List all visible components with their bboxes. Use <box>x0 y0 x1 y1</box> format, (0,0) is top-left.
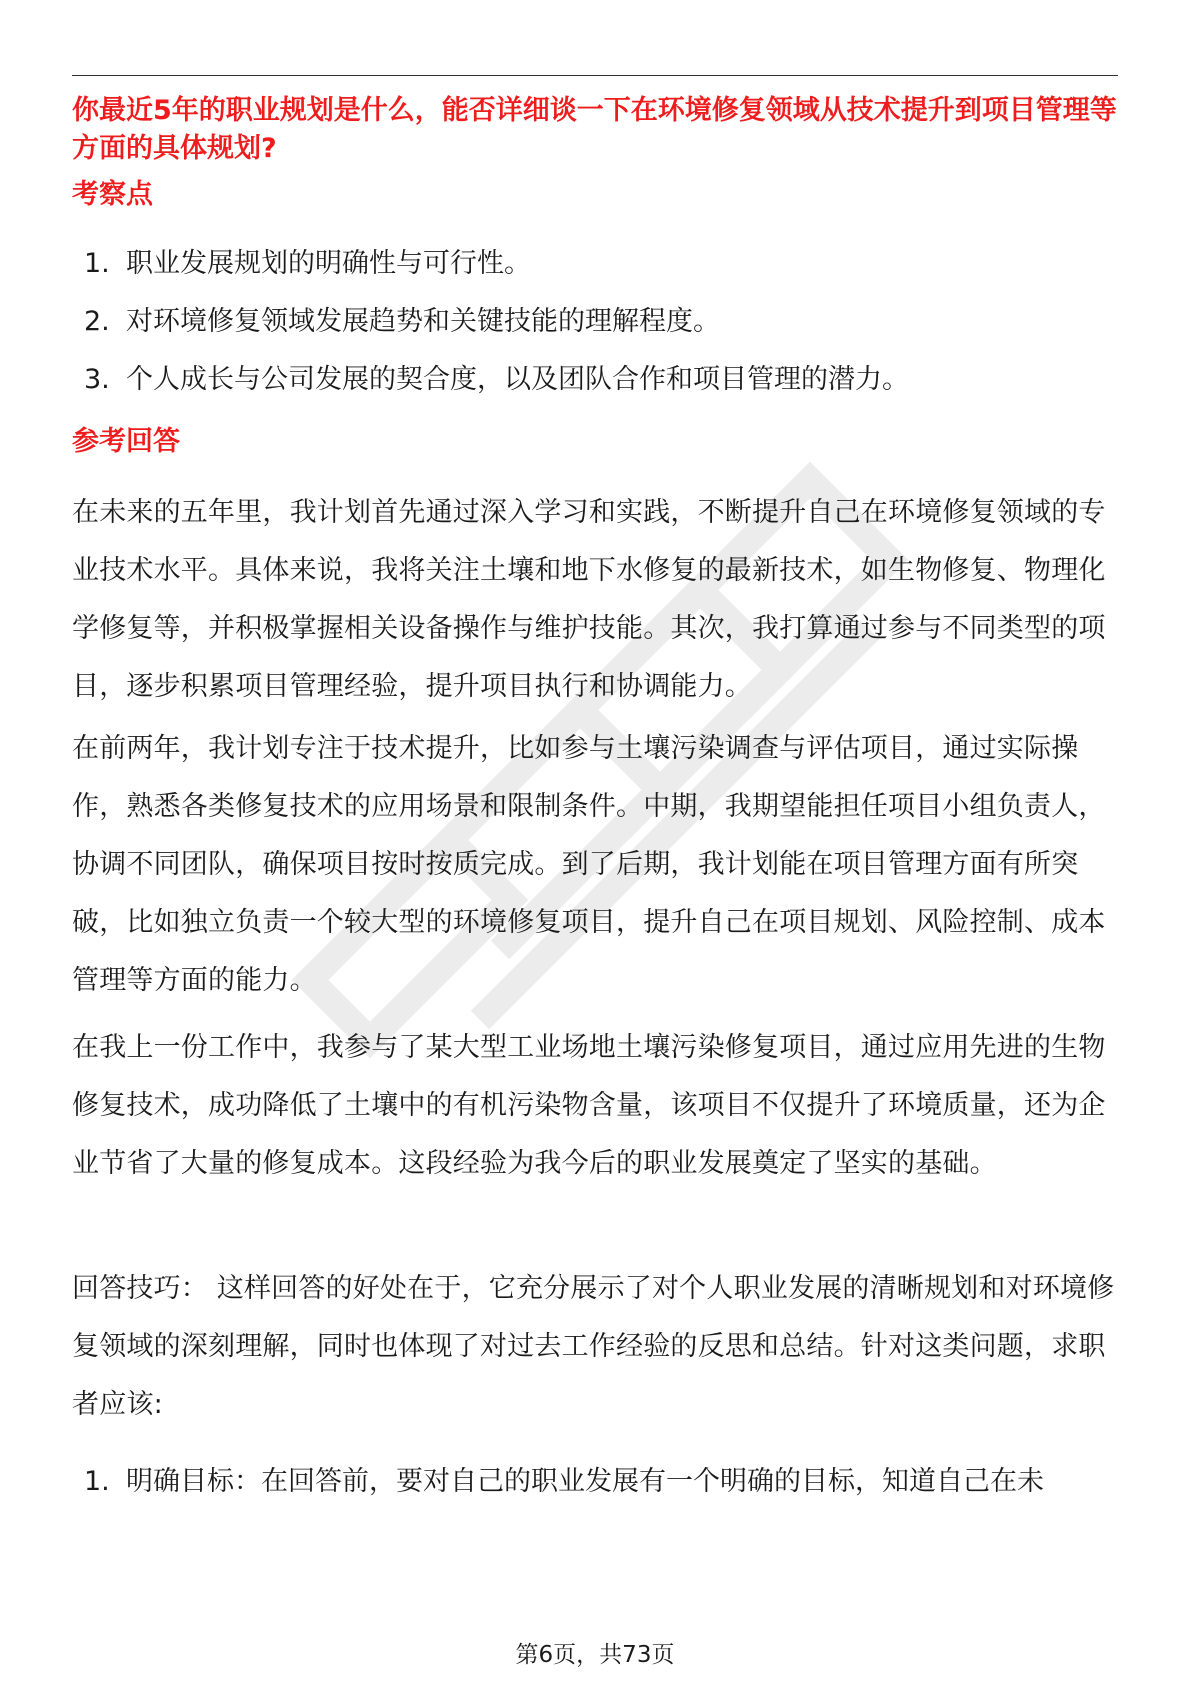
list-number: 3. <box>84 364 110 395</box>
list-number: 1. <box>84 1466 110 1497</box>
list-number: 2. <box>84 306 110 337</box>
list-text: 明确目标：在回答前，要对自己的职业发展有一个明确的目标，知道自己在未 <box>126 1466 1044 1497</box>
list-item <box>84 246 1124 282</box>
list-item <box>84 304 1124 340</box>
answer-paragraph: 在我上一份工作中，我参与了某大型工业场地土壤污染修复项目，通过应用先进的生物修复技术，成功降低了土壤中的有机污染物含量，该项目不仅提升了环境质量，还为企业节省了大量的修复成本。这段经验为我今后的职业发展奠定了坚实的基础。 <box>72 1032 1106 1179</box>
answer-paragraph: 在未来的五年里，我计划首先通过深入学习和实践，不断提升自己在环境修复领域的专业技术水平。具体来说，我将关注土壤和地下水修复的最新技术，如生物修复、物理化学修复等，并积极掌握相关设备操作与维护技能。其次，我打算通过参与不同类型的项目，逐步积累项目管理经验，提升项目执行和协调能力。 <box>72 497 1106 702</box>
header-rule <box>72 75 1118 76</box>
page-number: 第6页，共73页 <box>515 1642 675 1668</box>
question-title: 你最近5年的职业规划是什么，能否详细谈一下在环境修复领域从技术提升到项目管理等方面的具体规划? <box>72 95 1117 164</box>
focus-list <box>84 246 1124 420</box>
list-item <box>84 1464 1124 1500</box>
list-text: 对环境修复领域发展趋势和关键技能的理解程度。 <box>126 306 720 337</box>
list-text: 职业发展规划的明确性与可行性。 <box>126 248 531 279</box>
list-number: 1. <box>84 248 110 279</box>
answer-heading: 参考回答 <box>72 426 180 457</box>
list-text: 个人成长与公司发展的契合度，以及团队合作和项目管理的潜力。 <box>126 364 909 395</box>
tips-list <box>84 1464 1124 1522</box>
answer-paragraph: 在前两年，我计划专注于技术提升，比如参与土壤污染调查与评估项目，通过实际操作，熟悉各类修复技术的应用场景和限制条件。中期，我期望能担任项目小组负责人，协调不同团队，确保项目按时按质完成。到了后期，我计划能在项目管理方面有所突破，比如独立负责一个较大型的环境修复项目，提升自己在项目规划、风险控制、成本管理等方面的能力。 <box>72 733 1106 996</box>
list-item <box>84 362 1124 398</box>
tips-paragraph: 回答技巧： 这样回答的好处在于，它充分展示了对个人职业发展的清晰规划和对环境修复领域的深刻理解，同时也体现了对过去工作经验的反思和总结。针对这类问题，求职者应该: <box>72 1273 1115 1420</box>
focus-heading: 考察点 <box>72 179 153 210</box>
